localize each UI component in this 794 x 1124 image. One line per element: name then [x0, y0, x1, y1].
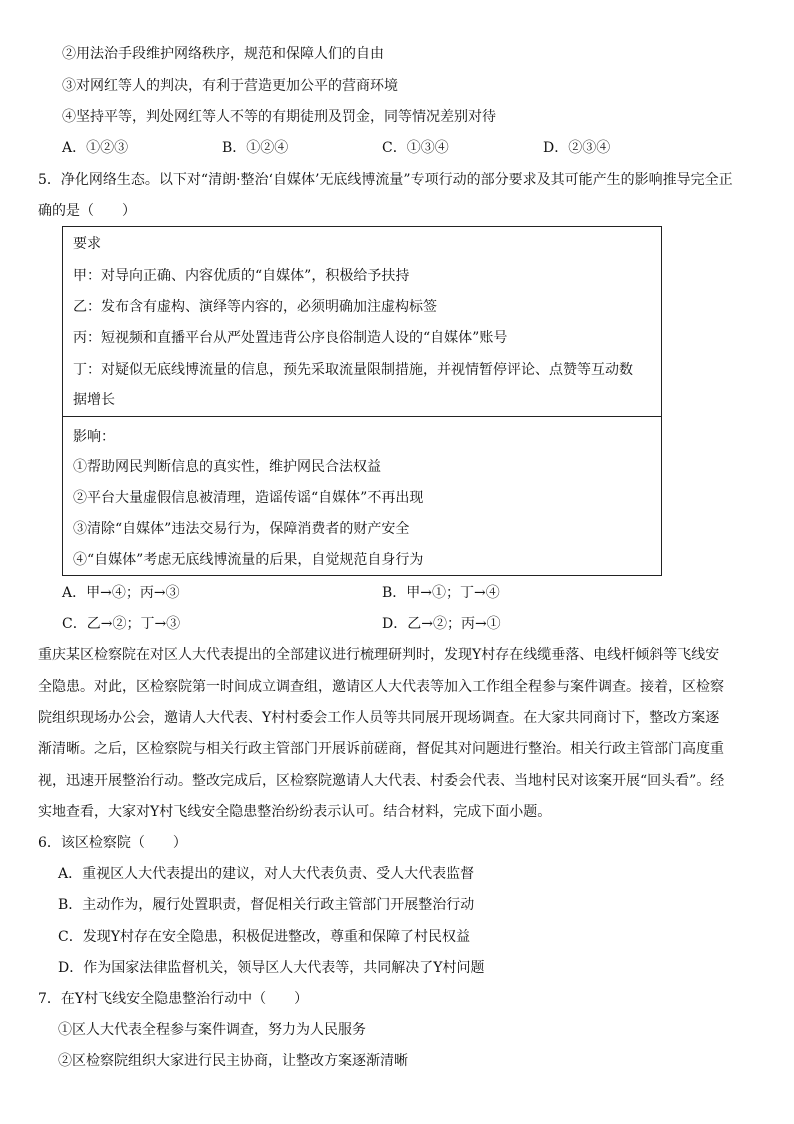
q5-stem-line1: 5．净化网络生态。以下对“清朗·整治‘自媒体’无底线博流量”专项行动的部分要求及其可能产生的影响推导完全正	[38, 172, 733, 188]
material-line-1: 重庆某区检察院在对区人大代表提出的全部建议进行梳理研判时，发现Y村存在线缆垂落、电线杆倾斜等飞线安	[38, 647, 720, 663]
req-item-ding-cont: 据增长	[73, 392, 115, 408]
material-line-2: 全隐患。对此，区检察院第一时间成立调查组，邀请区人大代表等加入工作组全程参与案件调查。接着，区检察	[38, 679, 724, 695]
q4-option-c[interactable]: C．①③④	[382, 140, 449, 156]
q5-option-b[interactable]: B．甲→①；丁→④	[382, 585, 500, 601]
q4-option-b[interactable]: B．①②④	[222, 140, 289, 156]
q5-option-c[interactable]: C．乙→②；丁→③	[62, 616, 181, 632]
q7-item-2: ②区检察院组织大家进行民主协商，让整改方案逐渐清晰	[58, 1053, 408, 1069]
req-title: 要求	[73, 236, 101, 252]
q7-item-1: ①区人大代表全程参与案件调查，努力为人民服务	[58, 1022, 366, 1038]
req-item-yi: 乙：发布含有虚构、演绎等内容的，必须明确加注虚构标签	[73, 299, 437, 315]
q4-option-a[interactable]: A．①②③	[62, 140, 129, 156]
req-item-ding: 丁：对疑似无底线博流量的信息，预先采取流量限制措施，并视情暂停评论、点赞等互动数	[73, 362, 633, 378]
q5-table	[62, 226, 662, 576]
effect-item-3: ③清除“自媒体”违法交易行为，保障消费者的财产安全	[73, 521, 410, 537]
q5-option-d[interactable]: D．乙→②；丙→①	[382, 616, 501, 632]
material-line-6: 实地查看，大家对Y村飞线安全隐患整治纷纷表示认可。结合材料，完成下面小题。	[38, 804, 552, 820]
q5-stem-line2: 确的是（ ）	[38, 203, 136, 219]
q6-option-c[interactable]: C．发现Y村存在安全隐患，积极促进整改，尊重和保障了村民权益	[58, 929, 470, 945]
q4-item-2: ②用法治手段维护网络秩序，规范和保障人们的自由	[62, 46, 384, 62]
effect-item-1: ①帮助网民判断信息的真实性，维护网民合法权益	[73, 459, 381, 475]
effect-item-4: ④“自媒体”考虑无底线博流量的后果，自觉规范自身行为	[73, 552, 424, 568]
q6-option-d[interactable]: D．作为国家法律监督机关，领导区人大代表等，共同解决了Y村问题	[58, 960, 485, 976]
q5-option-a[interactable]: A．甲→④；丙→③	[62, 585, 180, 601]
material-line-3: 院组织现场办公会，邀请人大代表、Y村村委会工作人员等共同展开现场调查。在大家共同商讨下，整改方案逐	[38, 710, 720, 726]
material-line-5: 视，迅速开展整治行动。整改完成后，区检察院邀请人大代表、村委会代表、当地村民对该案开展“回头看”。经	[38, 773, 725, 789]
q4-item-4: ④坚持平等，判处网红等人不等的有期徒刑及罚金，同等情况差别对待	[62, 109, 496, 125]
q4-item-3: ③对网红等人的判决，有利于营造更加公平的营商环境	[62, 78, 398, 94]
q7-stem: 7．在Y村飞线安全隐患整治行动中（ ）	[38, 991, 309, 1007]
q6-option-b[interactable]: B．主动作为，履行处置职责，督促相关行政主管部门开展整治行动	[58, 897, 475, 913]
table-divider	[63, 416, 661, 417]
q6-stem: 6．该区检察院（ ）	[38, 835, 187, 851]
q4-option-d[interactable]: D．②③④	[543, 140, 611, 156]
req-item-jia: 甲：对导向正确、内容优质的“自媒体”，积极给予扶持	[73, 268, 410, 284]
q6-option-a[interactable]: A．重视区人大代表提出的建议，对人大代表负责、受人大代表监督	[58, 866, 475, 882]
req-item-bing: 丙：短视频和直播平台从严处置违背公序良俗制造人设的“自媒体”账号	[73, 330, 508, 346]
effect-title: 影响：	[73, 429, 115, 445]
material-line-4: 渐清晰。之后，区检察院与相关行政主管部门开展诉前磋商，督促其对问题进行整治。相关行政主管部门高度重	[38, 741, 724, 757]
effect-item-2: ②平台大量虚假信息被清理，造谣传谣“自媒体”不再出现	[73, 490, 424, 506]
